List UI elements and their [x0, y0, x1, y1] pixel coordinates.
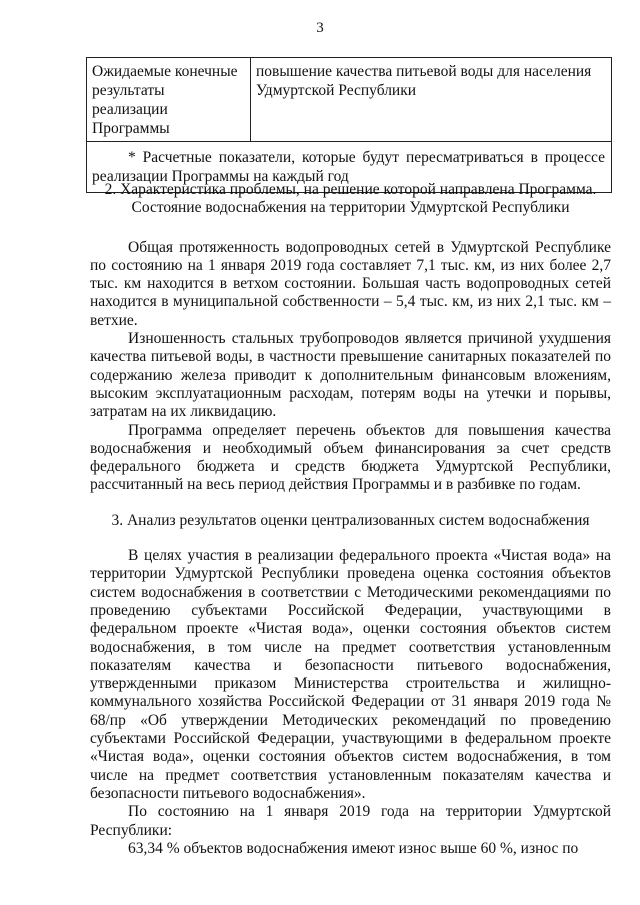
section2-paragraph: Изношенность стальных трубопроводов является причиной ухудшения качества питьевой воды, в частности превышение санитарных показателей по содержанию железа приводит к дополнительным финансовым вложениям, высоким эксплуатационным расходам, потерям воды на утечки и порывы, затратам на их ликвидацию.: [90, 330, 611, 421]
result-value-cell: повышение качества питьевой воды для населения Удмуртской Республики: [251, 58, 612, 142]
section3-paragraph: 63,34 % объектов водоснабжения имеют износ выше 60 %, износ по: [128, 839, 579, 857]
page-number: 3: [316, 20, 324, 36]
program-passport-table: [86, 57, 612, 193]
table-row: [87, 58, 612, 142]
section2-heading-line2: Состояние водоснабжения на территории Удмуртской Республики: [131, 199, 570, 217]
document-body: [90, 181, 611, 858]
section2-paragraph: Программа определяет перечень объектов для повышения качества водоснабжения и необходимый объем финансирования за счет средств федерального бюджета и средств бюджета Удмуртской Республики, рассчитанный на весь период действия Программы и в разбивке по годам.: [90, 421, 611, 494]
section2-paragraph: Общая протяженность водопроводных сетей в Удмуртской Республике по состоянию на 1 января 2019 года составляет 7,1 тыс. км, из них более 2,7 тыс. км находится в ветхом состоянии. Большая часть водопроводных сетей находится в муниципальной собственности – 5,4 тыс. км, из них 2,1 тыс. км – ветхие.: [90, 238, 611, 329]
footnote-cell: * Расчетные показатели, которые будут пересматриваться в процессе реализации Программы на каждый год: [87, 142, 612, 193]
section2-heading-line1: 2. Характеристика проблемы, на решение которой направлена Программа.: [104, 181, 597, 198]
result-label-cell: Ожидаемые конечные результаты реализации Программы: [87, 58, 251, 142]
section3-paragraph: По состоянию на 1 января 2019 года на территории Удмуртской Республики:: [90, 803, 611, 839]
section3-paragraph: В целях участия в реализации федерального проекта «Чистая вода» на территории Удмуртской Республики проведена оценка состояния объектов систем водоснабжения в соответствии с Методическими рекомендациями по проведению субъектами Российской Федерации, участвующими в федеральном проекте «Чистая вода», оценки состояния объектов систем водоснабжения, в том числе на предмет соответствия установленным показателям качества и безопасности питьевого водоснабжения, утвержденными приказом Министерства строительства и жилищно-коммунального хозяйства Российской Федерации от 31 января 2019 года № 68/пр «Об утверждении Методических рекомендаций по проведению субъектами Российской Федерации, участвующими в федеральном проекте «Чистая вода», оценки состояния объектов систем водоснабжения, в том числе на предмет соответствия установленным показателям качества и безопасности питьевого водоснабжения».: [90, 547, 611, 802]
section3-heading: 3. Анализ результатов оценки централизованных систем водоснабжения: [111, 511, 590, 529]
